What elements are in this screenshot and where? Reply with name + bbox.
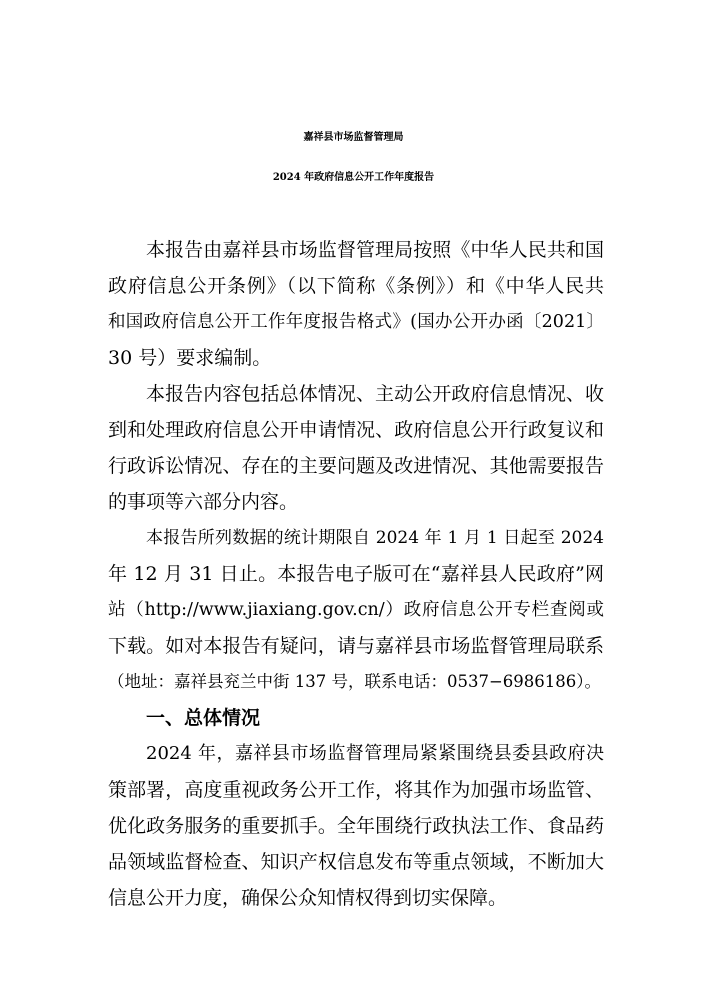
paragraph-4-line-2: 策部署，高度重视政务公开工作，将其作为加强市场监管、 bbox=[108, 779, 604, 801]
paragraph-3-line-2: 年 12 月 31 日止。本报告电子版可在“嘉祥县人民政府”网 bbox=[108, 563, 604, 585]
paragraph-3-line-3: 站（http://www.jiaxiang.gov.cn/）政府信息公开专栏查阅或 bbox=[108, 600, 604, 620]
paragraph-4-line-4: 品领域监督检查、知识产权信息发布等重点领域，不断加大 bbox=[108, 851, 604, 873]
paragraph-1-line-4: 30 号）要求编制。 bbox=[108, 347, 272, 369]
paragraph-2-line-3: 行政诉讼情况、存在的主要问题及改进情况、其他需要报告 bbox=[108, 455, 604, 477]
paragraph-4-line-5: 信息公开力度，确保公众知情权得到切实保障。 bbox=[108, 887, 508, 909]
paragraph-1-line-2: 政府信息公开条例》（以下简称《条例》）和《中华人民共 bbox=[108, 275, 604, 297]
paragraph-4-line-3: 优化政务服务的重要抓手。全年围绕行政执法工作、食品药 bbox=[108, 815, 604, 837]
paragraph-4-line-1: 2024 年，嘉祥县市场监督管理局紧紧围绕县委县政府决 bbox=[146, 743, 604, 764]
paragraph-3-line-1: 本报告所列数据的统计期限自 2024 年 1 月 1 日起至 2024 bbox=[146, 528, 604, 548]
paragraph-1-line-1: 本报告由嘉祥县市场监督管理局按照《中华人民共和国 bbox=[146, 239, 604, 261]
paragraph-2-line-1: 本报告内容包括总体情况、主动公开政府信息情况、收 bbox=[146, 383, 604, 405]
paragraph-2-line-4: 的事项等六部分内容。 bbox=[108, 491, 299, 513]
paragraph-1-line-3: 和国政府信息公开工作年度报告格式》(国办公开办函〔2021〕 bbox=[108, 312, 604, 332]
document-title-line-1: 嘉祥县市场监督管理局 bbox=[303, 132, 404, 143]
document-title-line-2: 2024 年政府信息公开工作年度报告 bbox=[272, 172, 435, 183]
paragraph-2-line-2: 到和处理政府信息公开申请情况、政府信息公开行政复议和 bbox=[108, 419, 604, 441]
section-1-heading: 一、总体情况 bbox=[146, 707, 261, 729]
paragraph-3-line-4: 下载。如对本报告有疑问，请与嘉祥县市场监督管理局联系 bbox=[108, 635, 604, 657]
paragraph-3-line-5: （地址：嘉祥县兖兰中街 137 号，联系电话：0537−6986186）。 bbox=[108, 672, 602, 691]
